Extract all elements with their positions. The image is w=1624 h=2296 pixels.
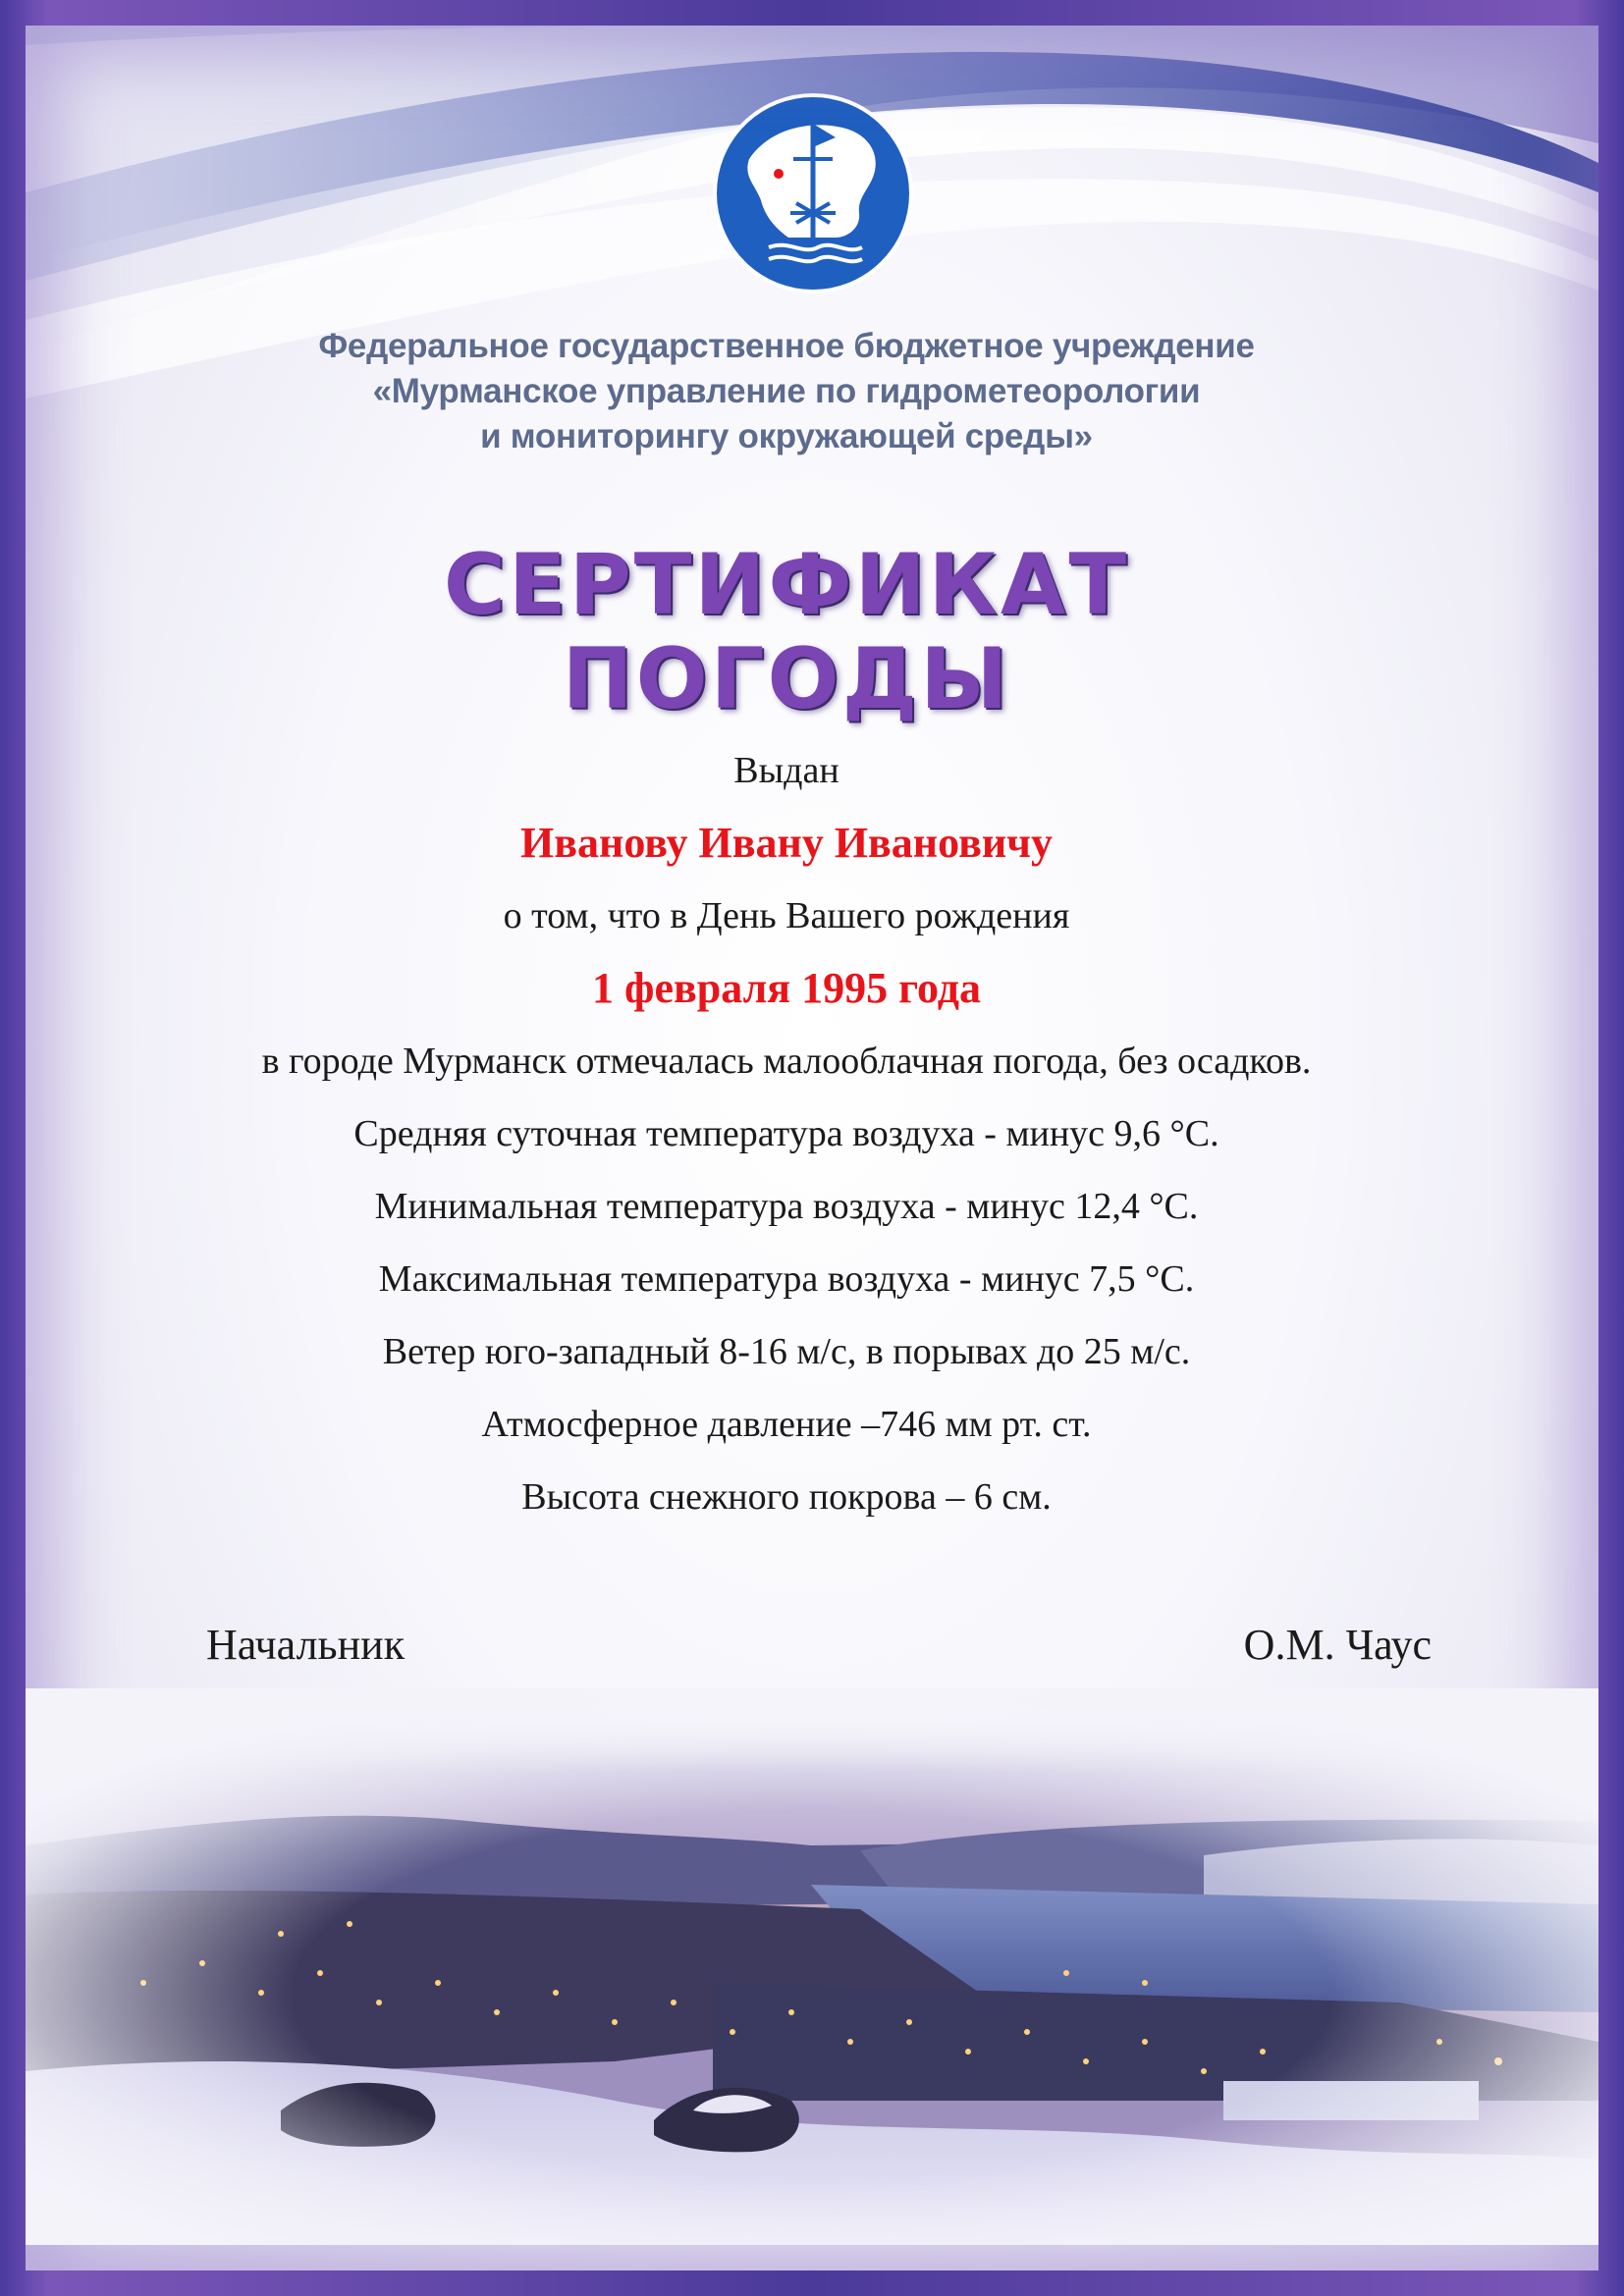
organization-line-1: Федеральное государственное бюджетное учреждение (318, 327, 1255, 365)
signatory-name: О.М. Чаус (1243, 1621, 1432, 1669)
wind-info: Ветер юго-западный 8-16 м/с, в порывах до 25 м/с. (382, 1331, 1191, 1372)
average-temperature: Средняя суточная температура воздуха - минус 9,6 °С. (353, 1113, 1219, 1154)
recipient-name: Иванову Ивану Ивановичу (519, 819, 1053, 867)
certificate-title (0, 538, 1598, 726)
organization-line-2: «Мурманское управление по гидрометеорологии (372, 372, 1201, 410)
certificate-title-line-2: ПОГОДЫ (562, 630, 1011, 728)
signatory-position: Начальник (206, 1621, 406, 1669)
certificate-body (0, 734, 1598, 1533)
issued-label: Выдан (733, 750, 839, 791)
snow-depth-info: Высота снежного покрова – 6 см. (521, 1476, 1052, 1518)
intro-text: о том, что в День Вашего рождения (503, 895, 1070, 936)
maximum-temperature: Максимальная температура воздуха - минус 7,5 °С. (378, 1258, 1195, 1300)
weather-summary: в городе Мурманск отмечалась малооблачная погода, без осадков. (261, 1041, 1312, 1082)
minimum-temperature: Минимальная температура воздуха - минус 12,4 °С. (374, 1186, 1199, 1227)
murmansk-winter-city-photo (26, 1688, 1598, 2245)
pressure-info: Атмосферное давление –746 мм рт. ст. (481, 1404, 1092, 1445)
organization-name (0, 324, 1598, 459)
birth-date: 1 февраля 1995 года (592, 964, 981, 1012)
certificate-title-line-1: СЕРТИФИКАТ (443, 536, 1130, 634)
organization-line-3: и мониторингу окружающей среды» (480, 417, 1093, 455)
